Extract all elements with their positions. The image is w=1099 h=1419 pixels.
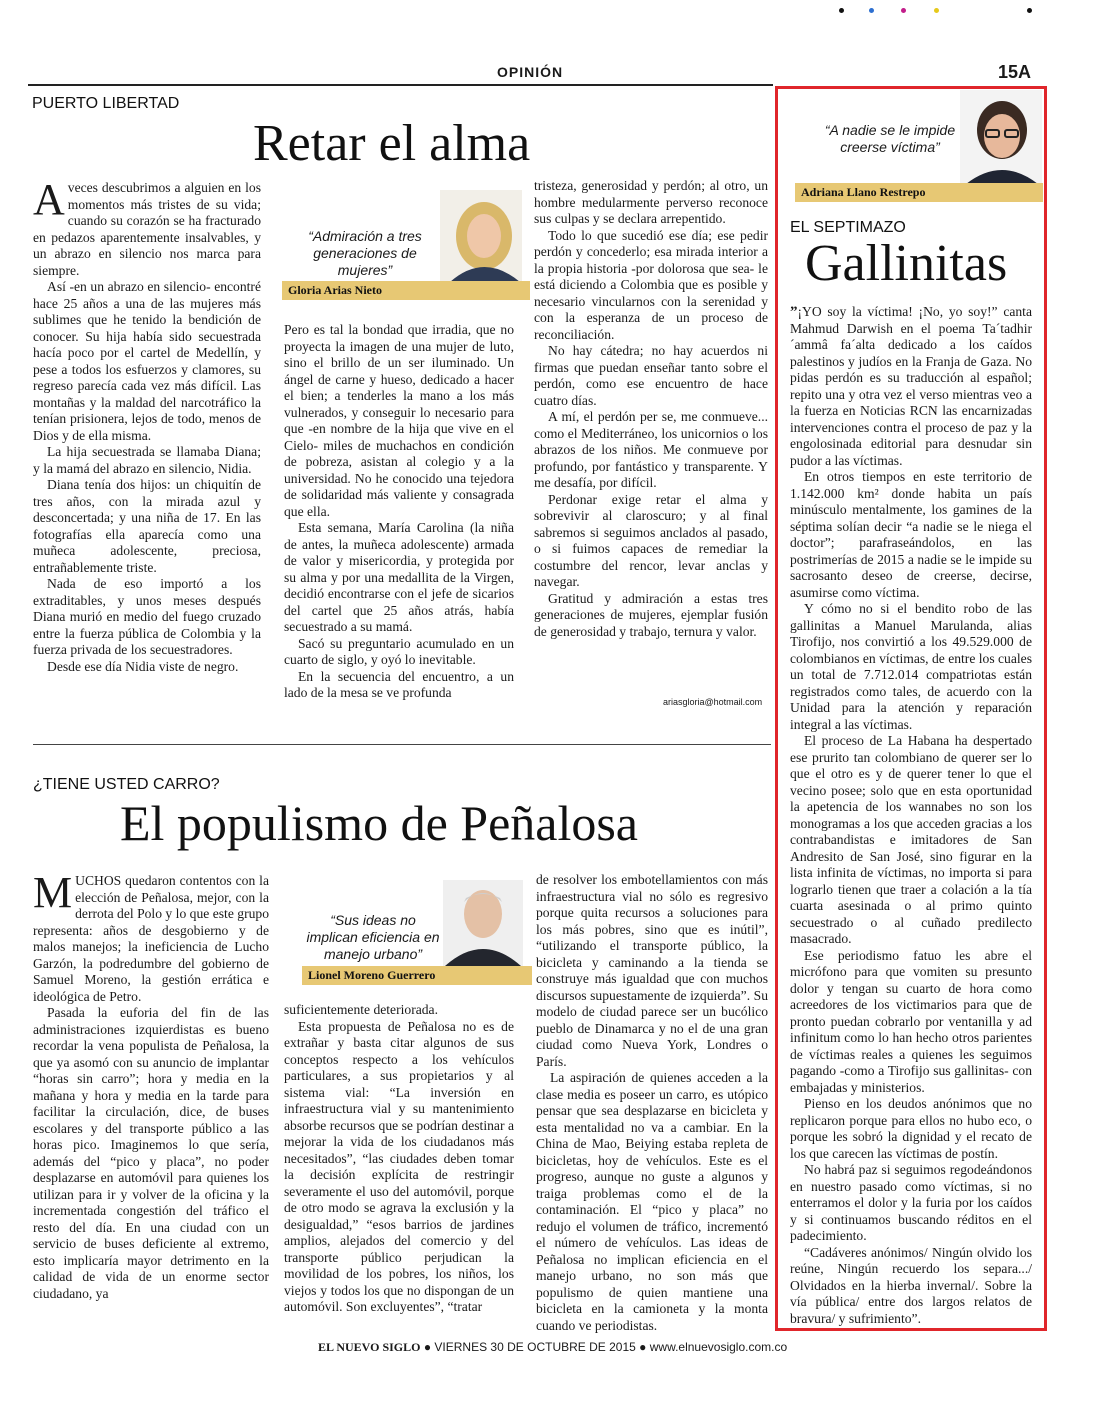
paragraph: Diana tenía dos hijos: un chiquitín de tres años, con la mirada azul y desconcertada; y una niña de 17. En las fotografías ella aparecía como una muñeca adolescente, preciosa, entrañablemente triste. bbox=[33, 477, 261, 575]
article2-kicker: ¿TIENE USTED CARRO? bbox=[33, 776, 220, 793]
article3-kicker: EL SEPTIMAZO bbox=[790, 219, 906, 236]
article1-author-byline: Gloria Arias Nieto bbox=[282, 281, 530, 300]
article2-column-3 bbox=[536, 872, 768, 1334]
paragraph: Así -en un abrazo en silencio- encontré hace 25 años a una de las mujeres más sublimes que he tenido la bendición de conocer. Su hija había sido secuestrada hacía poco por el cartel de Medellín, y pese a todos los esfuerzos y clamores, su regreso parecía cada vez más difícil. Las montañas y la maldad del narcotráfico la tenían prisionera, lejos de todo, menos de Dios y de ella misma. bbox=[33, 279, 261, 443]
paragraph: ¡YO soy la víctima! ¡No, yo soy!” canta Mahmud Darwish en el poema Ta´tadhir ´ammâ fa´alta dedicado a los caídos palestinos y judíos en la Franja de Gaza. No pidas perdón es su traducción al español; repito una y otra vez el verso mientras veo a la fuerza en Noticias RCN las encarnizadas intervenciones contra el proceso de paz y la engolosinada editorial para desnudar sin pudor a las víctimas. bbox=[790, 304, 1032, 468]
footer-date: VIERNES 30 DE OCTUBRE DE 2015 bbox=[434, 1340, 636, 1354]
footer-url[interactable]: www.elnuevosiglo.com.co bbox=[649, 1340, 788, 1354]
registration-dot bbox=[901, 8, 906, 13]
article2-title: El populismo de Peñalosa bbox=[120, 795, 638, 851]
article1-column-2 bbox=[284, 322, 514, 702]
article3-body bbox=[790, 304, 1032, 1327]
paragraph: Y cómo no si el bendito robo de las gallinitas a Manuel Marulanda, alias Tirofijo, nos convirtió a los 49.529.000 de colombianos en víctimas, de entre los cuales un total de 7.712.014 compatriotas están registrados como tales, de acuerdo con la Unidad para la atención y reparación integral a las víctimas. bbox=[790, 601, 1032, 732]
paragraph: La hija secuestrada se llamaba Diana; y la mamá del abrazo en silencio, Nidia. bbox=[33, 444, 261, 476]
article2-column-2 bbox=[284, 1002, 514, 1316]
paragraph: veces descubrimos a alguien en los momentos más tristes de su vida; cuando su corazón se ha fracturado en pedazos aparentemente insalvables, y un abrazo en silencio nos marca para siempre. bbox=[33, 180, 261, 278]
article-divider bbox=[33, 744, 771, 745]
paragraph: “Cadáveres anónimos/ Ningún olvido los reúne, Ningún recuerdo los separa.../ Olvidados en la hierba invernal/. Sobre la vía pública/ entre dos largos relatos de bravura/ y sufrimiento”. bbox=[790, 1244, 1032, 1326]
article1-title: Retar el alma bbox=[253, 115, 531, 172]
paragraph: Sacó su preguntario acumulado en un cuarto de siglo, y oyó lo inevitable. bbox=[284, 635, 514, 667]
paragraph: No hay cátedra; no hay acuerdos ni firmas que puedan enseñar tanto sobre el perdón, como ese encuentro de hace cuatro días. bbox=[534, 343, 768, 408]
drop-cap: A bbox=[33, 175, 65, 224]
article2-pull-quote: “Sus ideas no implican eficiencia en manejo urbano” bbox=[306, 912, 440, 962]
header-rule bbox=[28, 84, 773, 86]
bullet-icon: ● bbox=[639, 1340, 650, 1354]
paragraph: Gratitud y admiración a estas tres generaciones de mujeres, ejemplar fusión de generosidad y trabajo, ternura y valor. bbox=[534, 590, 768, 639]
author-photo bbox=[440, 190, 522, 282]
paragraph: Nada de eso importó a los extraditables, y unos meses después Diana murió en medio del fuego cruzado entre la fuerza pública de Colombia y la fuerza privada de los secuestradores. bbox=[33, 576, 261, 657]
article1-column-1 bbox=[33, 175, 261, 675]
paragraph: La aspiración de quienes acceden a la clase media es poseer un carro, es utópico pensar que sea desplazarse en bicicleta y esta mentalidad no va a cambiar. En la China de Mao, Beiying estaba repleta de bicicletas, hoy de vehículos. Este es el progreso, aunque no guste a algunos y traiga problemas como el de la contaminación. El “pico y placa” no redujo el volumen de tráfico, incrementó el número de vehículos. Las ideas de Peñalosa no implican eficiencia en el manejo urbano, no son más que populismo de quien mantiene una bicicleta en la camioneta y la monta cuando ve periodistas. bbox=[536, 1070, 768, 1333]
author-email: ariasgloria@hotmail.com bbox=[663, 697, 763, 707]
registration-dot bbox=[869, 8, 874, 13]
paragraph: Pienso en los deudos anónimos que no replicaron porque para ellos no hubo eco, o porque les sobró la dignidad y el recato de los que carecen las víctimas de postín. bbox=[790, 1096, 1032, 1161]
paragraph: Pasada la euforia del fin de las administraciones izquierdistas es bueno recordar la vena populista de Peñalosa, la que ya asomó con su anuncio de implantar “horas sin carro”; hora y media en la mañana y hora y media en la tarde para facilitar la circulación, dice, de buses escolares y del transporte público a las horas pico. Imaginemos lo que sería, además del “pico y placa”, no poder desplazarse en automóvil para quienes los utilizan para ir y volver de la oficina y la incrementada congestión del tráfico el resto del día. En una ciudad con un servicio de buses deficiente al extremo, esto implicaría mayor detrimento en la calidad de vida de un enorme sector ciudadano, ya bbox=[33, 1005, 269, 1301]
drop-cap: M bbox=[33, 868, 73, 917]
author-photo bbox=[960, 90, 1042, 184]
paragraph: Pero es tal la bondad que irradia, que no proyecta la imagen de una mujer de luto, sino el brillo de un ser iluminado. Un ángel de carne y hueso, dedicado a hacer el bien; a tenderles la mano a los más vulnerados, y conseguir lo necesario para que -en nombre de la hija que vive en el Cielo- miles de muchachos en condición de pobreza, asistan al colegio y a la universidad. No he conocido una tejedora de solidaridad más valiente y consagrada que ella. bbox=[284, 322, 514, 519]
author-photo bbox=[443, 880, 523, 966]
bullet-icon: ● bbox=[423, 1340, 435, 1354]
footer bbox=[318, 1340, 787, 1355]
article1-column-3 bbox=[534, 178, 768, 640]
registration-dot bbox=[839, 8, 844, 13]
registration-dot bbox=[1027, 8, 1032, 13]
article2-author-byline: Lionel Moreno Guerrero bbox=[302, 966, 532, 985]
article1-kicker: PUERTO LIBERTAD bbox=[32, 95, 180, 112]
paragraph: Todo lo que sucedió ese día; ese pedir perdón y concederlo; esa mirada interior a la propia historia -por dolorosa que sea- le está diciendo a Colombia que es posible y necesario vincularnos con la serenidad y con la esperanza de un proceso de reconciliación. bbox=[534, 227, 768, 342]
paragraph: UCHOS quedaron contentos con la elección de Peñalosa, mejor, con la derrota del Polo y lo que este grupo representa: años de desgobierno y de malos manejos; la ineficiencia de Lucho Garzón, la podredumbre del gobierno de Samuel Moreno, la gestión errática e ideológica de Petro. bbox=[33, 873, 269, 1004]
paragraph: A mí, el perdón per se, me conmueve... como el Mediterráneo, los unicornios o los abrazos de los niños. Me conmueve por profundo, por fantástico y transparente. Y me desafía, por difícil. bbox=[534, 409, 768, 490]
paragraph: tristeza, generosidad y perdón; al otro, un hombre medularmente perverso reconoce sus culpas y se declara arrepentido. bbox=[534, 178, 768, 226]
paragraph: Esta semana, María Carolina (la niña de antes, la muñeca adolescente) armada de valor y misericordia, y protegida por su alma y por una medallita de la Virgen, decidió encontrarse con el jefe de sicarios del cartel que 25 años atrás, había secuestrado a su mamá. bbox=[284, 520, 514, 634]
paragraph: Perdonar exige retar el alma y sobrevivir al claroscuro; y al final sabremos si seguimos anclados al pasado, o si fuimos capaces de remediar la costumbre del rencor, levar anclas y navegar. bbox=[534, 491, 768, 589]
article1-pull-quote: “Admiración a tres generaciones de mujeres” bbox=[308, 228, 422, 278]
paragraph: Ese periodismo fatuo les abre el micrófono para que vomiten su presunto dolor y tengan su cuarto de hora como acreedores de los victimarios para que de pronto puedan cobrarlo por ventanilla y ad infinitum como lo han hecho otros parientes de víctimas reales a quienes les seguimos pagando -como a Tirofijo sus gallinitas- con embajadas y ministerios. bbox=[790, 947, 1032, 1095]
paragraph: En la secuencia del encuentro, a un lado de la mesa se ve profunda bbox=[284, 668, 514, 700]
registration-marks bbox=[839, 8, 1039, 16]
paragraph: El proceso de La Habana ha despertado ese prurito tan colombiano de querer ser lo que el otro es y de querer tener lo que el vecino posee; solo que en esta oportunidad la apetencia de los wannabes no son los monogramas a los que acceden gracias a los contrabandistas e imitadores de San Andresito de San José, sino figurar en la lista infinita de víctimas, no importa si para lograrlo tienen que traer a colación a la tía cuarta asesinada o al primo quinto secuestrado o al cuñado predilecto masacrado. bbox=[790, 733, 1032, 946]
article3-author-byline: Adriana Llano Restrepo bbox=[795, 183, 1043, 202]
registration-dot bbox=[934, 8, 939, 13]
quote-mark: ” bbox=[790, 304, 798, 320]
article2-column-1 bbox=[33, 868, 269, 1302]
paragraph: No habrá paz si seguimos regodeándonos en nuestro pasado como víctimas, si no enterramos el dolor y la furia por los caídos y si continuamos buscando réditos en el padecimiento. bbox=[790, 1162, 1032, 1243]
paragraph: Esta propuesta de Peñalosa no es de extrañar y basta citar algunos de sus conceptos respecto a los vehículos particulares, a sus propietarios y al sistema vial: “La inversión en infraestructura vial y su mantenimiento absorbe recursos que se podrían destinar a mejorar la vida de los ciudadanos más necesitados”, “las ciudades deben tomar la decisión explícita de restringir severamente el uso del automóvil, porque de otro modo se agrava la exclusión y la desigualdad,” “esos barrios de jardines amplios, alejados del comercio y del transporte público perjudican la movilidad de los pobres, los niños, los viejos y todos los que no dispongan de un automóvil. Son excluyentes”, “tratar bbox=[284, 1018, 514, 1314]
footer-brand: EL NUEVO SIGLO bbox=[318, 1340, 421, 1354]
paragraph: En otros tiempos en este territorio de 1.142.000 km² donde habita un país minúsculo mentalmente, los gamines de la séptima solían decir “a nadie se le niega el doctor”; parafraseándolos, en las postrimerías de 2015 a nadie se le impide su sacrosanto deseo de creerse, decirse, asumirse como víctima. bbox=[790, 469, 1032, 600]
section-title: OPINIÓN bbox=[497, 64, 564, 80]
paragraph: Desde ese día Nidia viste de negro. bbox=[47, 658, 239, 674]
article3-pull-quote: “A nadie se le impide creerse víctima” bbox=[824, 122, 956, 155]
page-number: 15A bbox=[998, 62, 1032, 82]
article3-title: Gallinitas bbox=[805, 235, 1008, 292]
paragraph: de resolver los embotellamientos con más infraestructura vial no sólo es regresivo porque quita recursos a soluciones para los más pobres, sino que es inútil”, “utilizando el transporte público, la bicicleta y caminando a la tienda se construye más igualdad que con muchos discursos supuestamente de izquierda”. Su modelo de ciudad parece ser un bucólico pueblo de Dinamarca y no el de una gran ciudad como Nueva York, Londres o París. bbox=[536, 872, 768, 1069]
paragraph: suficientemente deteriorada. bbox=[284, 1002, 438, 1017]
